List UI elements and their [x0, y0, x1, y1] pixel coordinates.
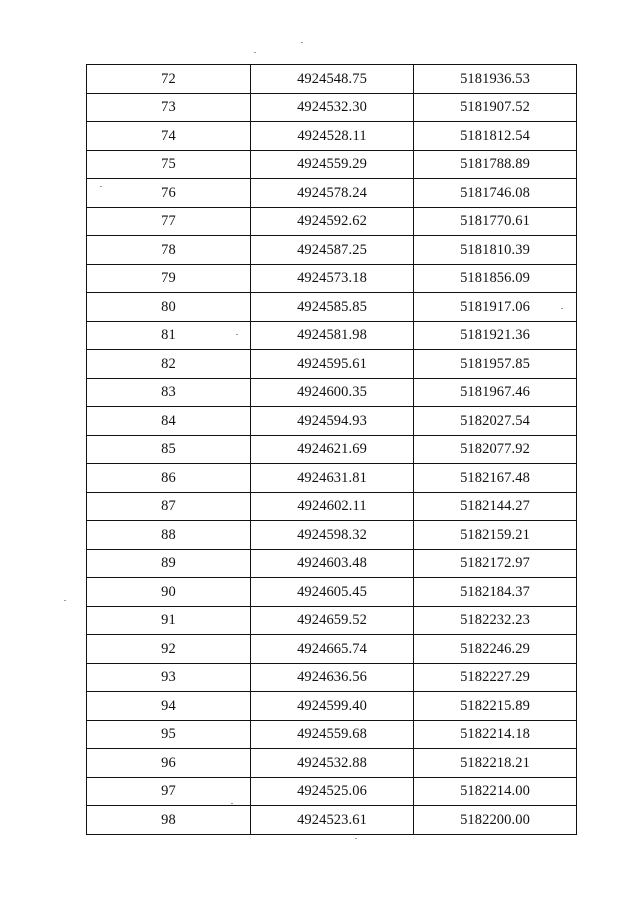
table-row — [87, 464, 577, 493]
table-row — [87, 150, 577, 179]
y-coordinate-cell: 5181810.39 — [414, 236, 577, 265]
y-coordinate-cell: 5182232.23 — [414, 606, 577, 635]
table-row — [87, 692, 577, 721]
table-row — [87, 407, 577, 436]
table-row — [87, 521, 577, 550]
x-coordinate-cell: 4924585.85 — [251, 293, 414, 322]
y-coordinate-cell: 5181921.36 — [414, 321, 577, 350]
x-coordinate-cell: 4924573.18 — [251, 264, 414, 293]
x-coordinate-cell: 4924594.93 — [251, 407, 414, 436]
point-number-cell: 78 — [87, 236, 251, 265]
x-coordinate-cell: 4924532.88 — [251, 749, 414, 778]
table-row — [87, 435, 577, 464]
point-number-cell: 90 — [87, 578, 251, 607]
x-coordinate-cell: 4924600.35 — [251, 378, 414, 407]
x-coordinate-cell: 4924523.61 — [251, 806, 414, 835]
x-coordinate-cell: 4924559.29 — [251, 150, 414, 179]
table-row — [87, 65, 577, 94]
table-row — [87, 720, 577, 749]
x-coordinate-cell: 4924659.52 — [251, 606, 414, 635]
y-coordinate-cell: 5182246.29 — [414, 635, 577, 664]
x-coordinate-cell: 4924581.98 — [251, 321, 414, 350]
point-number-cell: 91 — [87, 606, 251, 635]
y-coordinate-cell: 5182200.00 — [414, 806, 577, 835]
table-row — [87, 777, 577, 806]
y-coordinate-cell: 5181812.54 — [414, 122, 577, 151]
point-number-cell: 87 — [87, 492, 251, 521]
point-number-cell: 81 — [87, 321, 251, 350]
table-row — [87, 179, 577, 208]
x-coordinate-cell: 4924592.62 — [251, 207, 414, 236]
x-coordinate-cell: 4924528.11 — [251, 122, 414, 151]
x-coordinate-cell: 4924636.56 — [251, 663, 414, 692]
point-number-cell: 98 — [87, 806, 251, 835]
x-coordinate-cell: 4924559.68 — [251, 720, 414, 749]
scan-speck — [301, 42, 303, 43]
point-number-cell: 88 — [87, 521, 251, 550]
x-coordinate-cell: 4924621.69 — [251, 435, 414, 464]
point-number-cell: 85 — [87, 435, 251, 464]
x-coordinate-cell: 4924605.45 — [251, 578, 414, 607]
table-row — [87, 321, 577, 350]
y-coordinate-cell: 5182172.97 — [414, 549, 577, 578]
table-row — [87, 378, 577, 407]
point-number-cell: 73 — [87, 93, 251, 122]
table-row — [87, 207, 577, 236]
x-coordinate-cell: 4924525.06 — [251, 777, 414, 806]
point-number-cell: 92 — [87, 635, 251, 664]
table-row — [87, 492, 577, 521]
coordinate-table-body — [87, 65, 577, 835]
y-coordinate-cell: 5182214.18 — [414, 720, 577, 749]
point-number-cell: 79 — [87, 264, 251, 293]
scan-speck — [254, 52, 256, 53]
table-row — [87, 264, 577, 293]
table-row — [87, 635, 577, 664]
y-coordinate-cell: 5181917.06 — [414, 293, 577, 322]
scan-speck — [355, 838, 357, 839]
point-number-cell: 96 — [87, 749, 251, 778]
x-coordinate-cell: 4924532.30 — [251, 93, 414, 122]
y-coordinate-cell: 5182214.00 — [414, 777, 577, 806]
point-number-cell: 72 — [87, 65, 251, 94]
table-row — [87, 606, 577, 635]
y-coordinate-cell: 5182215.89 — [414, 692, 577, 721]
point-number-cell: 95 — [87, 720, 251, 749]
y-coordinate-cell: 5181788.89 — [414, 150, 577, 179]
point-number-cell: 89 — [87, 549, 251, 578]
x-coordinate-cell: 4924598.32 — [251, 521, 414, 550]
x-coordinate-cell: 4924578.24 — [251, 179, 414, 208]
y-coordinate-cell: 5181967.46 — [414, 378, 577, 407]
point-number-cell: 75 — [87, 150, 251, 179]
x-coordinate-cell: 4924548.75 — [251, 65, 414, 94]
table-row — [87, 350, 577, 379]
table-row — [87, 93, 577, 122]
table-row — [87, 663, 577, 692]
scan-speck — [64, 600, 66, 601]
x-coordinate-cell: 4924587.25 — [251, 236, 414, 265]
y-coordinate-cell: 5181907.52 — [414, 93, 577, 122]
point-number-cell: 80 — [87, 293, 251, 322]
point-number-cell: 84 — [87, 407, 251, 436]
coordinate-table — [86, 64, 577, 835]
point-number-cell: 93 — [87, 663, 251, 692]
x-coordinate-cell: 4924595.61 — [251, 350, 414, 379]
point-number-cell: 77 — [87, 207, 251, 236]
point-number-cell: 86 — [87, 464, 251, 493]
x-coordinate-cell: 4924603.48 — [251, 549, 414, 578]
point-number-cell: 94 — [87, 692, 251, 721]
table-row — [87, 806, 577, 835]
y-coordinate-cell: 5181770.61 — [414, 207, 577, 236]
x-coordinate-cell: 4924631.81 — [251, 464, 414, 493]
y-coordinate-cell: 5181936.53 — [414, 65, 577, 94]
point-number-cell: 76 — [87, 179, 251, 208]
y-coordinate-cell: 5181746.08 — [414, 179, 577, 208]
point-number-cell: 74 — [87, 122, 251, 151]
y-coordinate-cell: 5182027.54 — [414, 407, 577, 436]
table-row — [87, 549, 577, 578]
y-coordinate-cell: 5182144.27 — [414, 492, 577, 521]
x-coordinate-cell: 4924599.40 — [251, 692, 414, 721]
table-row — [87, 293, 577, 322]
point-number-cell: 82 — [87, 350, 251, 379]
point-number-cell: 97 — [87, 777, 251, 806]
y-coordinate-cell: 5182227.29 — [414, 663, 577, 692]
y-coordinate-cell: 5182167.48 — [414, 464, 577, 493]
point-number-cell: 83 — [87, 378, 251, 407]
table-row — [87, 578, 577, 607]
x-coordinate-cell: 4924665.74 — [251, 635, 414, 664]
y-coordinate-cell: 5181957.85 — [414, 350, 577, 379]
table-row — [87, 236, 577, 265]
table-row — [87, 122, 577, 151]
y-coordinate-cell: 5182218.21 — [414, 749, 577, 778]
y-coordinate-cell: 5182184.37 — [414, 578, 577, 607]
y-coordinate-cell: 5181856.09 — [414, 264, 577, 293]
y-coordinate-cell: 5182077.92 — [414, 435, 577, 464]
x-coordinate-cell: 4924602.11 — [251, 492, 414, 521]
y-coordinate-cell: 5182159.21 — [414, 521, 577, 550]
table-row — [87, 749, 577, 778]
